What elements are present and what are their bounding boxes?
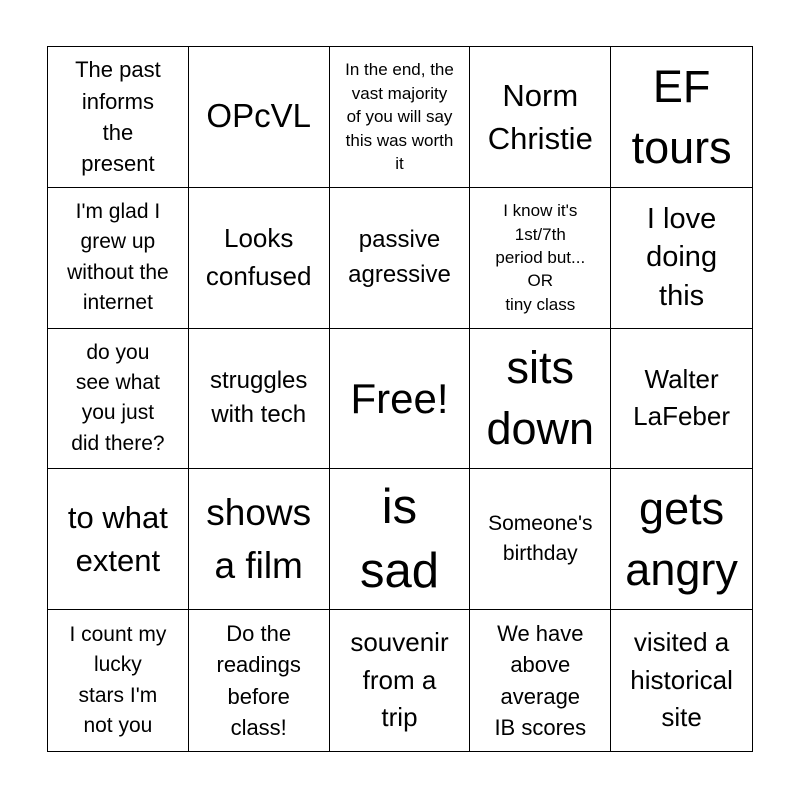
bingo-cell-r1c1[interactable] — [48, 47, 189, 188]
cell-text: The past informs the present — [75, 57, 161, 177]
bingo-cell-r4c1[interactable] — [48, 469, 189, 610]
cell-text: EF tours — [631, 60, 732, 173]
bingo-cell-r4c3[interactable] — [330, 469, 471, 610]
cell-text: gets angry — [625, 483, 738, 596]
bingo-cell-r3c5[interactable] — [611, 329, 752, 470]
bingo-cell-r2c2[interactable] — [189, 188, 330, 329]
cell-text: struggles with tech — [210, 367, 308, 429]
bingo-cell-r1c2[interactable] — [189, 47, 330, 188]
bingo-cell-r3c4[interactable] — [470, 329, 611, 470]
cell-text: We have above average IB scores — [494, 621, 587, 740]
bingo-cell-r4c4[interactable] — [470, 469, 611, 610]
cell-text: do you see what you just did there? — [71, 340, 165, 455]
cell-text: sits down — [486, 342, 595, 455]
bingo-cell-r3c2[interactable] — [189, 329, 330, 470]
bingo-cell-r5c2[interactable] — [189, 610, 330, 751]
bingo-cell-r2c4[interactable] — [470, 188, 611, 329]
bingo-cell-r1c3[interactable] — [330, 47, 471, 188]
free-space[interactable] — [330, 329, 471, 470]
free-space-label: Free! — [350, 374, 449, 422]
bingo-cell-r1c4[interactable] — [470, 47, 611, 188]
cell-text: I know it's 1st/7th period but... OR tiny class — [495, 201, 586, 314]
cell-text: to what extent — [67, 499, 168, 579]
cell-text: I count my lucky stars I'm not you — [69, 622, 167, 738]
cell-text: I love doing this — [646, 202, 718, 312]
bingo-cell-r5c4[interactable] — [470, 610, 611, 751]
cell-text: I'm glad I grew up without the internet — [67, 199, 169, 315]
cell-text: passive agressive — [348, 226, 451, 288]
cell-text: In the end, the vast majority of you will say this was worth it — [345, 60, 454, 174]
cell-text: Do the readings before class! — [216, 621, 301, 740]
cell-text: is sad — [359, 480, 439, 599]
bingo-cell-r5c3[interactable] — [330, 610, 471, 751]
cell-text: OPcVL — [206, 97, 311, 135]
cell-text: Norm Christie — [487, 77, 593, 156]
bingo-board — [47, 46, 753, 752]
bingo-cell-r2c3[interactable] — [330, 188, 471, 329]
cell-text: visited a historical site — [630, 627, 733, 733]
bingo-cell-r4c5[interactable] — [611, 469, 752, 610]
bingo-cell-r3c1[interactable] — [48, 329, 189, 470]
bingo-cell-r4c2[interactable] — [189, 469, 330, 610]
cell-text: Someone's birthday — [488, 511, 593, 566]
bingo-cell-r1c5[interactable] — [611, 47, 752, 188]
bingo-cell-r2c5[interactable] — [611, 188, 752, 329]
cell-text: Walter LaFeber — [633, 363, 731, 432]
cell-text: souvenir from a trip — [350, 627, 449, 733]
cell-text: shows a film — [206, 491, 312, 587]
bingo-cell-r5c5[interactable] — [611, 610, 752, 751]
cell-text: Looks confused — [205, 223, 312, 291]
bingo-cell-r5c1[interactable] — [48, 610, 189, 751]
bingo-cell-r2c1[interactable] — [48, 188, 189, 329]
